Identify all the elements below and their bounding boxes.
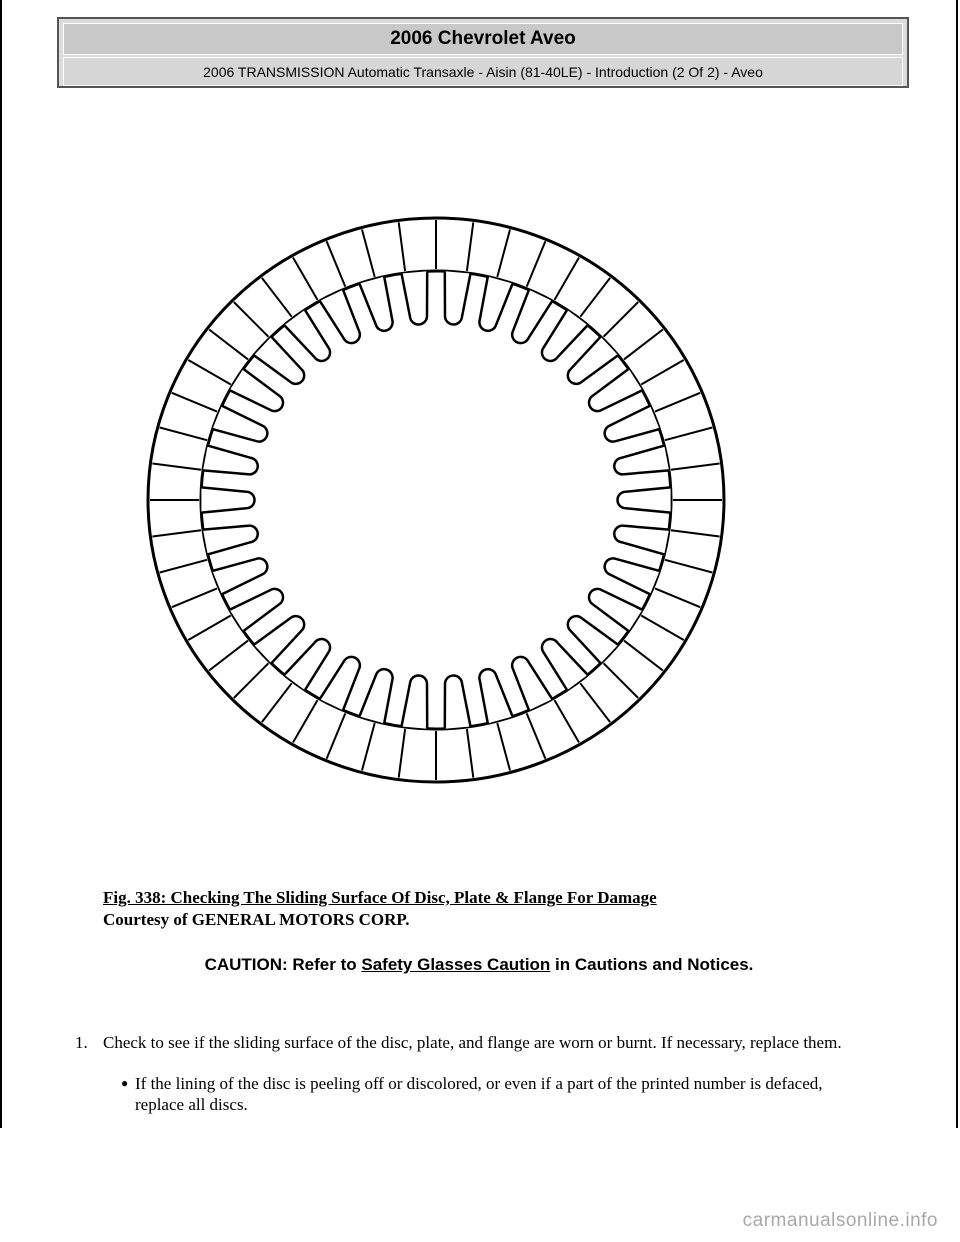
safety-glasses-caution-link[interactable]: Safety Glasses Caution bbox=[361, 955, 551, 974]
lining-groove bbox=[160, 560, 207, 573]
spline-tooth bbox=[614, 446, 669, 475]
lining-groove bbox=[209, 330, 248, 360]
lining-groove bbox=[624, 641, 663, 671]
lining-groove bbox=[671, 464, 720, 470]
step-text: Check to see if the sliding surface of the disc, plate, and flange are worn or burnt. If necessary, replace them. bbox=[103, 1033, 842, 1052]
spline-tooth bbox=[359, 277, 392, 331]
lining-groove bbox=[467, 729, 473, 778]
lining-groove bbox=[497, 723, 510, 770]
spline-tooth bbox=[614, 526, 669, 555]
lining-groove bbox=[555, 258, 580, 300]
lining-groove bbox=[399, 729, 405, 778]
spline-tooth bbox=[605, 406, 660, 442]
spline-tooth bbox=[203, 526, 258, 555]
spline-tooth bbox=[203, 446, 258, 475]
spline-tooth bbox=[213, 558, 268, 594]
spline-tooth bbox=[542, 639, 588, 690]
header-title: 2006 Chevrolet Aveo bbox=[63, 23, 903, 55]
lining-groove bbox=[362, 723, 375, 770]
lining-groove bbox=[467, 222, 473, 271]
caution-note bbox=[0, 955, 958, 975]
lining-groove bbox=[327, 241, 346, 286]
figure-title: Fig. 338: Checking The Sliding Surface Of Disc, Plate & Flange For Damage bbox=[103, 888, 657, 907]
spline-tooth bbox=[445, 271, 471, 324]
lining-groove bbox=[665, 560, 712, 573]
lining-groove bbox=[665, 428, 712, 441]
lining-groove bbox=[497, 230, 510, 277]
caution-suffix: in Cautions and Notices. bbox=[550, 955, 754, 974]
lining-groove bbox=[641, 360, 684, 385]
spline-tooth bbox=[445, 676, 471, 729]
step-number: 1. bbox=[75, 1033, 88, 1052]
spline-tooth bbox=[479, 277, 512, 331]
step-1-bullet bbox=[121, 1073, 865, 1115]
spline-tooth bbox=[201, 487, 254, 512]
spline-tooth bbox=[254, 616, 304, 663]
spline-tooth bbox=[605, 558, 660, 594]
step-1 bbox=[75, 1032, 885, 1053]
spline-tooth bbox=[542, 310, 588, 361]
spline-tooth bbox=[284, 639, 330, 690]
lining-groove bbox=[655, 393, 700, 412]
lining-groove bbox=[293, 700, 318, 742]
lining-groove bbox=[160, 428, 207, 441]
caution-prefix: CAUTION: Refer to bbox=[204, 955, 362, 974]
spline-tooth bbox=[618, 487, 671, 512]
lining-groove bbox=[172, 393, 217, 412]
figure-courtesy: Courtesy of GENERAL MOTORS CORP. bbox=[103, 910, 410, 929]
lining-groove bbox=[262, 278, 292, 317]
lining-groove bbox=[293, 258, 318, 300]
lining-groove bbox=[655, 588, 700, 607]
lining-groove bbox=[671, 530, 720, 536]
spline-tooth bbox=[254, 337, 304, 384]
figure-caption bbox=[103, 887, 657, 931]
lining-groove bbox=[580, 683, 610, 722]
spline-tooth bbox=[402, 271, 428, 324]
bullet-text: If the lining of the disc is peeling off or discolored, or even if a part of the printed number is defaced, replace all discs. bbox=[135, 1074, 823, 1114]
lining-groove bbox=[152, 530, 201, 536]
lining-groove bbox=[362, 230, 375, 277]
spline-tooth bbox=[568, 616, 618, 663]
lining-groove bbox=[152, 464, 201, 470]
lining-groove bbox=[172, 588, 217, 607]
clutch-disc-illustration bbox=[140, 210, 732, 790]
lining-groove bbox=[234, 302, 269, 337]
lining-groove bbox=[604, 663, 639, 698]
watermark: carmanualsonline.info bbox=[742, 1210, 938, 1231]
lining-groove bbox=[209, 641, 248, 671]
lining-groove bbox=[641, 616, 684, 641]
spline-tooth bbox=[359, 669, 392, 723]
lining-groove bbox=[234, 663, 269, 698]
lining-groove bbox=[262, 683, 292, 722]
lining-groove bbox=[399, 222, 405, 271]
lining-groove bbox=[580, 278, 610, 317]
spline-tooth bbox=[568, 337, 618, 384]
lining-groove bbox=[604, 302, 639, 337]
header-subtitle: 2006 TRANSMISSION Automatic Transaxle - Aisin (81-40LE) - Introduction (2 Of 2) - Aveo bbox=[63, 57, 903, 86]
bullet-icon: ● bbox=[121, 1076, 129, 1090]
lining-groove bbox=[327, 713, 346, 758]
lining-groove bbox=[624, 330, 663, 360]
document-header bbox=[57, 17, 909, 88]
lining-groove bbox=[188, 616, 231, 641]
lining-groove bbox=[527, 713, 546, 758]
lining-groove bbox=[527, 241, 546, 286]
lining-groove bbox=[555, 700, 580, 742]
spline-tooth bbox=[479, 669, 512, 723]
spline-tooth bbox=[213, 406, 268, 442]
spline-tooth bbox=[402, 676, 428, 729]
spline-tooth bbox=[284, 310, 330, 361]
lining-groove bbox=[188, 360, 231, 385]
